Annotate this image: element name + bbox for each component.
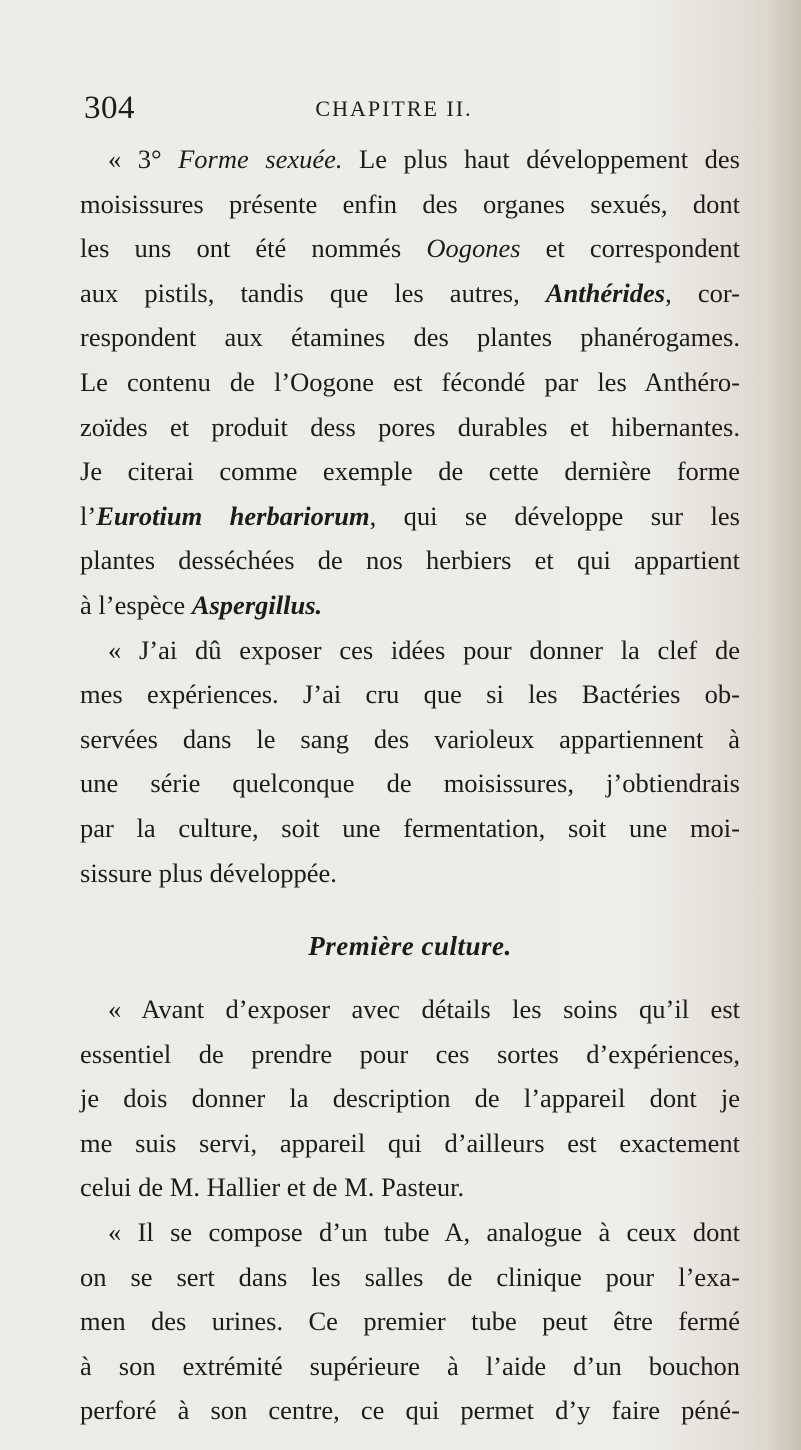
section-title: Première culture. — [308, 931, 512, 962]
text-line: men des urines. Ce premier tube peut être fermé — [80, 1306, 740, 1337]
text-line: par la culture, soit une fermentation, soit une moi- — [80, 812, 740, 843]
text-line: plantes desséchées de nos herbiers et qui appartient — [80, 545, 740, 576]
text-span: et correspondent — [520, 233, 740, 264]
text-line: Je citerai comme exemple de cette dernière forme — [80, 456, 740, 487]
text-span: à l’espèce — [80, 589, 192, 620]
page-edge-shadow — [767, 0, 801, 1450]
text-line: je dois donner la description de l’appareil dont je — [80, 1083, 740, 1114]
text-line: à son extrémité supérieure à l’aide d’un bouchon — [80, 1350, 740, 1381]
text-line: « Avant d’exposer avec détails les soins qu’il est — [108, 994, 740, 1025]
text-line: celui de M. Hallier et de M. Pasteur. — [80, 1172, 465, 1203]
text-line: mes expériences. J’ai cru que si les Bactéries ob- — [80, 679, 740, 710]
text-line: servées dans le sang des varioleux appartiennent à — [80, 723, 740, 754]
page-number: 304 — [84, 90, 135, 126]
text-span: l’ — [80, 500, 97, 531]
text-span: aux pistils, tandis que les autres, — [80, 277, 546, 308]
text-line: essentiel de prendre pour ces sortes d’expériences, — [80, 1038, 740, 1069]
text-line: me suis servi, appareil qui d’ailleurs est exactement — [80, 1127, 740, 1158]
text-span: , qui se développe sur les — [369, 500, 740, 531]
paragraph-appareil — [80, 987, 740, 1210]
italic-heading: Forme sexuée. — [178, 144, 343, 174]
running-head: CHAPITRE II. — [315, 96, 473, 121]
text-line — [80, 583, 740, 628]
paragraph-forme-sexuee — [80, 137, 740, 628]
text-line: moisissures présente enfin des organes sexués, dont — [80, 188, 740, 219]
text-line — [80, 494, 740, 539]
text-line: « J’ai dû exposer ces idées pour donner la clef de — [108, 634, 740, 665]
text-line: Le contenu de l’Oogone est fécondé par les Anthéro- — [80, 366, 740, 397]
text-line: une série quelconque de moisissures, j’obtiendrais — [80, 768, 740, 799]
text-span: , cor- — [665, 277, 740, 308]
paragraph-experiences — [80, 628, 740, 896]
italic-term: Aspergillus. — [191, 589, 323, 620]
text-line: « Il se compose d’un tube A, analogue à ceux dont — [108, 1217, 740, 1248]
text-line: zoïdes et produit dess pores durables et hibernantes. — [80, 411, 740, 442]
paragraph-tube — [80, 1210, 740, 1433]
body-text — [80, 137, 740, 1433]
text-line: on se sert dans les salles de clinique pour l’exa- — [80, 1261, 740, 1292]
italic-term: Oogones — [426, 233, 521, 264]
text-span: « 3° — [108, 144, 179, 174]
page-header — [84, 88, 744, 128]
italic-term: Eurotium herbariorum — [96, 500, 370, 531]
text-line — [80, 271, 740, 316]
text-line: perforé à son centre, ce qui permet d’y faire péné- — [80, 1395, 740, 1426]
text-span: les uns ont été nommés — [80, 233, 427, 264]
italic-term: Anthérides — [545, 277, 666, 308]
text-span: Le plus haut développement des — [342, 144, 740, 174]
text-line: respondent aux étamines des plantes phanérogames. — [80, 322, 740, 353]
text-line: sissure plus développée. — [80, 857, 337, 888]
text-line — [80, 137, 740, 182]
text-line — [80, 226, 740, 271]
